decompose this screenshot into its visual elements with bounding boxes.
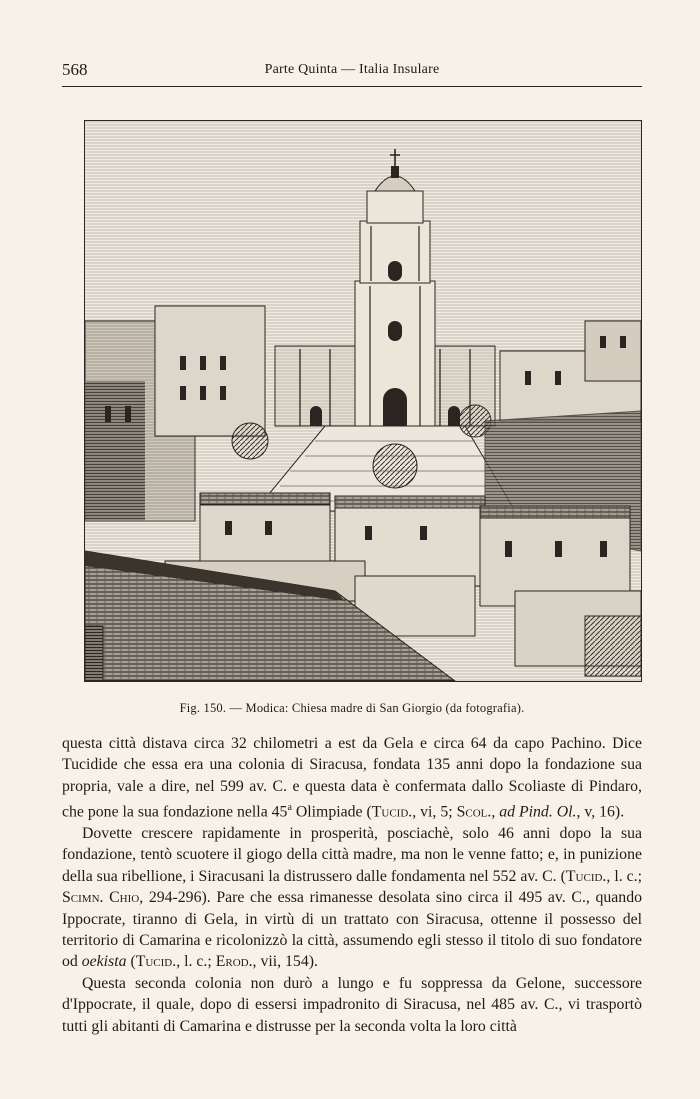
text-segment: questa città distava circa 32 chilometri a est da Gela e circa 64 da capo Pachino. Dice Tucidide che essa era una colonia di Siracusa, fondata 135 anni dopo la fondazione sua propria, vale a dire, nel 599 av. C. e questa data è confermata dallo Scoliaste di Pindaro, che pone la sua fondazione nella 45 (62, 735, 642, 821)
church-engraving (85, 121, 641, 681)
text-segment: Chio (109, 889, 140, 907)
paragraph-3 (62, 973, 642, 1037)
text-segment: , vii, 154). (252, 953, 318, 971)
text-segment: ( (126, 953, 136, 971)
text-segment: a (287, 802, 292, 814)
text-segment: Olimpiade ( (291, 803, 372, 821)
text-segment: Scol. (456, 803, 492, 821)
text-segment: , l. c.; (176, 953, 216, 971)
text-segment: ad Pind. Ol. (499, 803, 577, 821)
figure-caption: Fig. 150. — Modica: Chiesa madre di San Giorgio (da fotografia). (179, 701, 525, 715)
text-segment: Erod. (215, 953, 253, 971)
text-segment: , l. c.; (606, 867, 642, 885)
text-segment: Tucid. (371, 803, 413, 821)
page-number: 568 (62, 60, 88, 79)
text-segment: , v, 16). (576, 803, 625, 821)
body-text (62, 733, 642, 1037)
text-segment: Scimn. (62, 889, 104, 907)
running-head: Parte Quinta — Italia Insulare (264, 62, 440, 77)
engraving-figure (84, 120, 642, 682)
text-segment: , 294-296). Pare che essa rimanesse desolata sino circa il 495 av. C., quando Ippocrate, tiranno di Gela, in virtù di un trattato con Siracusa, ottenne il possesso del territorio di Camarina e ricolonizzò la città, assumendo egli stesso il titolo di suo fondatore od (62, 889, 642, 971)
paragraph-2 (62, 823, 642, 973)
text-segment: Tucid. (135, 953, 177, 971)
paragraph-1 (62, 733, 642, 823)
page-header (62, 58, 642, 87)
text-segment: Dovette crescere rapidamente in prosperità, posciachè, solo 46 anni dopo la sua fondazione, tentò scuotere il giogo della città madre, ma non le venne fatto; e, in punizione della sua ribellione, i Siracusani la distrussero dalle fondamenta nel 552 av. C. ( (62, 824, 642, 885)
text-segment: oekista (81, 953, 127, 971)
text-segment: Questa seconda colonia non durò a lungo e fu soppressa da Gelone, successore d'Ippocrate, il quale, dopo di essersi impadronito di Siracusa, nel 485 av. C., vi trasportò tutti gli abitanti di Camarina e distrusse per la seconda volta la loro città (62, 974, 642, 1035)
text-segment: , vi, 5; (412, 803, 457, 821)
text-segment: Tucid. (565, 867, 607, 885)
text-segment: , (491, 803, 500, 821)
